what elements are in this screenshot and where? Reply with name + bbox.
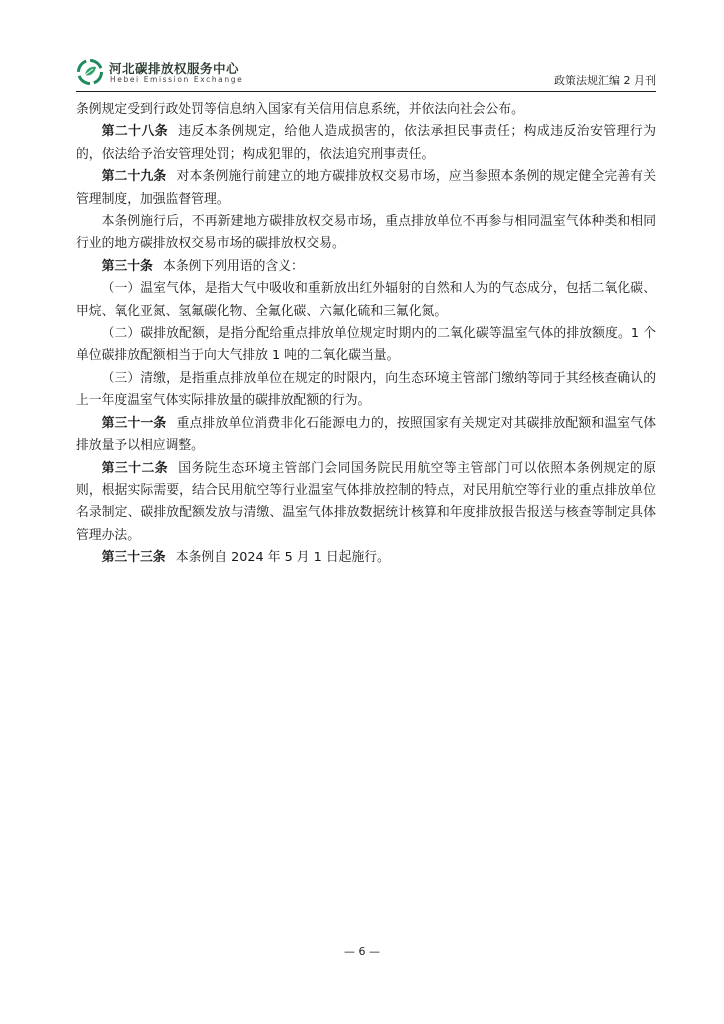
document-body <box>76 99 656 570</box>
article-32 <box>76 458 656 548</box>
definition-text: （一）温室气体，是指大气中吸收和重新放出红外辐射的自然和人为的气态成分，包括二氧化碳、甲烷、氧化亚氮、氢氟碳化物、全氟化碳、六氟化硫和三氟化氮。 <box>76 281 656 319</box>
article-number: 第二十九条 <box>101 169 167 185</box>
article-text: 国务院生态环境主管部门会同国务院民用航空等主管部门可以依照本条例规定的原则，根据实际需要，结合民用航空等行业温室气体排放控制的特点，对民用航空等行业的重点排放单位名录制定、碳排放配额发放与清缴、温室气体排放数据统计核算和年度排放报告报送与核查等制定具体管理办法。 <box>76 460 657 543</box>
article-number: 第二十八条 <box>101 124 169 140</box>
article-31 <box>76 413 656 458</box>
paragraph-text: 本条例施行后，不再新建地方碳排放权交易市场，重点排放单位不再参与相同温室气体种类和相同行业的地方碳排放权交易市场的碳排放权交易。 <box>76 214 656 252</box>
leaf-ring-logo-icon <box>76 58 104 86</box>
article-number: 第三十一条 <box>101 415 167 431</box>
paragraph <box>76 211 656 256</box>
article-number: 第三十二条 <box>101 460 169 476</box>
article-text: 违反本条例规定，给他人造成损害的，依法承担民事责任；构成违反治安管理行为的，依法给予治安管理处罚；构成犯罪的，依法追究刑事责任。 <box>76 124 657 162</box>
article-29 <box>76 166 656 211</box>
page-header <box>76 56 656 90</box>
definition-item <box>76 278 656 323</box>
article-text: 本条例下列用语的含义： <box>163 258 304 274</box>
org-name-en: Hebei Emission Exchange <box>110 75 244 84</box>
article-text: 本条例自 2024 年 5 月 1 日起施行。 <box>175 550 390 566</box>
paragraph-text: 条例规定受到行政处罚等信息纳入国家有关信用信息系统，并依法向社会公布。 <box>76 102 524 117</box>
article-number: 第三十条 <box>101 258 153 274</box>
article-text: 对本条例施行前建立的地方碳排放权交易市场，应当参照本条例的规定健全完善有关管理制度，加强监督管理。 <box>76 169 657 207</box>
header-divider <box>76 91 656 92</box>
article-number: 第三十三条 <box>101 550 166 566</box>
article-text: 重点排放单位消费非化石能源电力的，按照国家有关规定对其碳排放配额和温室气体排放量予以相应调整。 <box>76 415 657 454</box>
paragraph <box>76 99 656 121</box>
org-name-cn: 河北碳排放权服务中心 <box>109 61 240 76</box>
article-30 <box>76 256 656 278</box>
page-number: — 6 — <box>344 945 380 958</box>
definition-text: （二）碳排放配额，是指分配给重点排放单位规定时期内的二氧化碳等温室气体的排放额度。1 个单位碳排放配额相当于向大气排放 1 吨的二氧化碳当量。 <box>76 326 656 364</box>
article-28 <box>76 121 656 166</box>
issue-title: 政策法规汇编 2 月刊 <box>554 74 656 87</box>
article-33 <box>76 547 656 569</box>
definition-item <box>76 368 656 413</box>
definition-item <box>76 323 656 368</box>
definition-text: （三）清缴，是指重点排放单位在规定的时限内，向生态环境主管部门缴纳等同于其经核查确认的上一年度温室气体实际排放量的碳排放配额的行为。 <box>76 370 656 409</box>
